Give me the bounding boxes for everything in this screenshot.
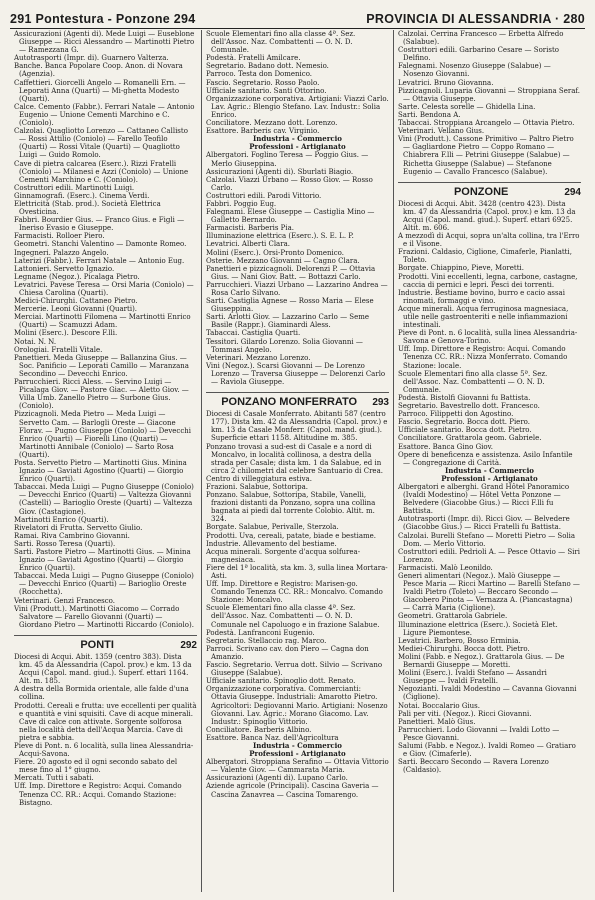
- entry: Banche. Banca Popolare Coop. Anon. di Novara (Agenzia).: [14, 62, 183, 79]
- town-title: PONTI: [80, 638, 114, 651]
- entry: Borgate. Chiappino, Pieve, Moretti.: [398, 264, 525, 273]
- entry: Panettieri. Malò Gius.: [398, 717, 476, 726]
- town-heading: [398, 182, 581, 199]
- entry: Parroco. Filippetti don Agostino.: [398, 410, 514, 419]
- entry: Scuole Elementari fino alla classe 5ª. Sez. dell'Assoc. Naz. Combattenti — O. N. D. Comunale.: [398, 369, 548, 394]
- running-header: [10, 8, 585, 29]
- entry: Albergatori. Stroppiana Serafino — Ottavia Vittorio — Valente Giov. — Cammarata Maria.: [206, 758, 389, 775]
- entry: Segretario. Bavestrello dott. Francesco.: [398, 402, 540, 411]
- entry: Ponzano. Salabue, Sottoripa, Stabile, Vanelli, frazioni distanti da Ponzano, sopra una collina bagnata ai piedi dal torrente Colobio. Altit. m. 324.: [206, 491, 376, 524]
- entry: Calzolai. Cerrina Francesco — Erbetta Alfredo (Salabue).: [398, 30, 564, 47]
- column-1: [10, 30, 201, 892]
- entry: Uff. Imp. Direttore e Registro: Marisen-go. Comando Tenenza CC. RR.: Moncalvo. Comando Stazione: Moncalvo.: [206, 580, 383, 605]
- entry: Esattore. Banca Gino Giov.: [398, 442, 493, 451]
- entry: Salumi (Fabb. e Negoz.). Ivaldi Romeo — Gratiaro e Giov. (Cimaferle).: [398, 741, 576, 759]
- entry: Diocesi di Casale Monferrato. Abitanti 587 (centro 177). Dista km. 42 da Alessandria (Capol. prov.) e km. 13 da Casale Monferr. (Capol. mand. giud.). Superficie ettari 1158. Altitudine m. 385.: [206, 410, 388, 443]
- column-3: [393, 30, 585, 892]
- entry: Podestà. Fratelli Amilcare.: [206, 54, 301, 63]
- entry: Scuole Elementari fino alla classe 4ª. Sez. dell'Assoc. Naz. Combattenti — O. N. D. Comunale.: [206, 30, 356, 55]
- section-subheading: Industria - Commercio Professioni - Artigianato: [249, 740, 346, 759]
- entry: Parrucchieri. Lodo Giovanni — Ivaldi Lotto — Pesce Giovanni.: [398, 725, 560, 742]
- entry: Parroci. Scrivano cav. don Piero — Cagna don Amanzio.: [206, 644, 369, 661]
- header-left: 291 Pontestura - Ponzone 294: [10, 12, 196, 26]
- entry: Osterie. Mezzano Giovanni — Cagno Clara.: [206, 256, 360, 265]
- entry: Medici-Chirurghi. Cattaneo Pietro.: [14, 297, 138, 306]
- entry: Sarte. Celesta sorelle — Ghidella Lina.: [398, 102, 536, 111]
- entry: Mercati. Tutti i sabati.: [14, 774, 94, 783]
- entry: Assicurazioni (Agenti di). Lupano Carlo.: [206, 774, 348, 783]
- entry: Cave di pietra calcarea (Eserc.). Rizzi Fratelli (Coniolo) — Milanesi e Azzi (Coniolo) — Unione Cementi Marchino e C. (Coniolo).: [14, 159, 189, 184]
- town-title: PONZANO MONFERRATO: [221, 396, 358, 409]
- section-subheading: Industria - Commercio Professioni - Artigianato: [441, 465, 538, 483]
- entry: A destra della Bormida orientale, alle falde d'una collina.: [14, 685, 189, 702]
- column-2: [201, 30, 393, 892]
- entry: Farmacisti. Barberis Pia.: [206, 224, 295, 233]
- entry: Veterinari. Genzi Francesco.: [14, 596, 115, 605]
- entry: Fascio. Segretario. Bocca dott. Piero.: [398, 418, 530, 427]
- entry: Costruttori edili. Garbarino Cesare — Soristo Delfino.: [398, 46, 559, 63]
- entry: Prodotti. Uva, cereali, patate, biade e bestiame.: [206, 531, 377, 540]
- entry: Esattore. Banca Naz. dell'Agricoltura: [206, 733, 339, 742]
- entry: Autotrasporti (Impr. di). Ricci Giov. — Belvedere (Giacobbe Gius.) — Ricci Fratelli fu Battista.: [398, 515, 570, 532]
- entry: Tabaccai. Meda Luigi — Pugno Giuseppe (Coniolo) — Devecchi Enrico (Quarti) — Valtezza Giovanni (Castelli) — Barioglio Oreste (Quarti) — Valtezza Giov. (Castagione).: [14, 483, 194, 516]
- entry: Pizzicagnoli. Luparia Giovanni — Stroppiana Seraf. — Ottavia Giuseppe.: [398, 86, 580, 103]
- entry: Uff. Imp. Direttore e Registro: Acqui. Comando Tenenza CC. RR.: Acqui. Comando Stazione: Bistagno.: [14, 782, 182, 807]
- entry: Martinotti Enrico (Quarti).: [14, 515, 109, 524]
- entry: Pieve di Pont. n. 6 località, sulla linea Alessandria-Savona e Genova-Torino.: [398, 329, 578, 346]
- entry: Uff. Imp. Direttore e Registro: Acqui. Comando Tenenza CC. RR.: Nizza Monferrato. Comando Stazione: locale.: [398, 345, 568, 370]
- entry: Geometri. Grattarola Gabriele.: [398, 612, 508, 621]
- entry: Podestà. Bistolfi Giovanni fu Battista.: [398, 393, 531, 402]
- entry: Segretario. Stellaccio rag. Marco.: [206, 636, 327, 645]
- entry: Parroco. Testa don Domenico.: [206, 70, 313, 79]
- entry: Lattonieri. Servetto Ignazio.: [14, 264, 115, 273]
- entry: Ponzano trovasi a sud-est di Casale e a nord di Moncalvo, in località collinosa, a destra della strada per Casale; dista km. 1 da Salabue, ed in circa 2 chilometri dal celebre Santuario di Crea.: [206, 442, 383, 475]
- entry: Conciliatore. Barberis Albino.: [206, 725, 312, 734]
- entry: Frazioni. Caldasio, Ciglione, Cimaferle, Pianlatti, Toleto.: [398, 248, 572, 265]
- entry: Elettricità (Stab. prod.). Società Elettrica Ovesticina.: [14, 199, 161, 217]
- entry: Frazioni. Salabue, Sottoripa.: [206, 482, 308, 491]
- entry: Tabaccai. Stroppiana Arcangelo — Ottavia Pietro.: [398, 119, 575, 128]
- entry: Tabaccai. Castiglia Quarti.: [206, 329, 301, 338]
- entry: Sarti. Bendona A.: [398, 110, 461, 119]
- entry: Farmacisti. Malò Leonildo.: [398, 563, 493, 572]
- town-number: 292: [180, 639, 197, 651]
- entry: Calzolai. Quagliotto Lorenzo — Cattaneo Callisto — Rossi Attilio (Coniolo) — Farello Teofilo (Quarti) — Rossi Vitale (Quarti) — Quagliotto Luigi — Guido Romolo.: [14, 127, 188, 160]
- entry: Levatrici. Pavese Teresa — Orsi Maria (Coniolo) — Chiesa Carolina (Quarti).: [14, 280, 194, 297]
- entry: Veterinari. Vellano Gius.: [398, 127, 485, 136]
- entry: Merciai. Martinotti Filomena — Martinotti Enrico (Quarti) — Scamuzzi Adam.: [14, 313, 191, 330]
- entry: Tessitori. Gilardo Lorenzo. Solia Giovanni — Tommasi Angelo.: [206, 337, 363, 354]
- entry: Veterinari. Mezzano Lorenzo.: [206, 353, 311, 362]
- entry: Diocesi di Acqui. Abit. 1359 (centro 383). Dista km. 45 da Alessandria (Capol. prov.) e km. 13 da Acqui (Capol. mand. giud.). Superf. ettari 1164. Alt. m. 185.: [14, 652, 192, 686]
- entry: Orologiai. Fratelli Vitale.: [14, 345, 103, 354]
- entry: Sarti. Pastore Pietro — Martinotti Gius. — Minina Ignazio — Gaviati Agostino (Quarti) — Giorgio Enrico (Quarti).: [14, 548, 191, 573]
- entry: Prodotti. Vini eccellenti, legna, carbone, castagne, caccia di pernici e lepri. Pesci dei torrenti.: [398, 272, 578, 289]
- entry: Esattore. Barberis cav. Virginio.: [206, 127, 320, 136]
- entry: Industrie. Bestiame bovino, burro e cacio assai rinomati, formaggi e vino.: [398, 288, 565, 305]
- entry: Conciliatore. Grattarola geom. Gabriele.: [398, 434, 542, 443]
- entry: Panettieri e pizzicagnoli. Delorenzi P. — Ottavia Gius. — Nani Giov. Batt. — Bottazzi Carlo.: [206, 264, 376, 281]
- entry: Molini (Eserc.). Orsi-Pronto Domenico.: [206, 248, 344, 257]
- entry: Levatrici. Alberti Clara.: [206, 240, 290, 249]
- entry: Levatrici. Bruno Giovanna.: [398, 78, 494, 87]
- entry: Rivelatori di Frutta. Servetto Giulio.: [14, 523, 143, 532]
- entry: Posta. Servetto Pietro — Martinotti Gius. Minina Ignazio — Gaviati Agostino (Quarti) — Giorgio Enrico (Quarti).: [14, 458, 187, 484]
- town-number: 294: [564, 186, 581, 198]
- entry: Opere di beneficenza e assistenza. Asilo Infantile — Congregazione di Carità.: [398, 450, 573, 467]
- entry: Pieve di Pont. n. 6 località, sulla linea Alessandria-Acqui-Savona.: [14, 741, 194, 759]
- entry: Parrucchieri. Ricci Aless. — Servino Luigi — Picalaga Giov. — Pastore Giac. — Aletto Giov. — Villa Umb. Zanello Pietro — Surbone Gius. (Coniolo).: [14, 378, 189, 411]
- entry: Notai. N. N.: [14, 337, 57, 346]
- town-title: PONZONE: [453, 185, 509, 198]
- entry: Ufficiale sanitario. Santi Ottorino.: [206, 86, 327, 95]
- entry: Albergatori e alberghi. Grand Hôtel Panoramico (Ivaldi Modestino) — Hôtel Vetta Ponzone — Belvedere (Giacobbe Gius.) — Ricci F.lli fu Battista.: [398, 482, 570, 516]
- entry: Sarti. Beccaro Secondo — Ravera Lorenzo (Caldasio).: [398, 758, 549, 775]
- entry: Organizzazione corporativa. Commercianti: Ottavia Giuseppe. Industriali: Amarotto Pietro. Agricoltori: Degiovanni Mario. Artigiani: Nosenzo Giovanni. Lav. Agric.: Morano Giacomo. Lav. Industr.: Spinoglio Vittorio.: [206, 685, 388, 726]
- entry: Mediei-Chirurghi. Bocca dott. Pietro.: [398, 644, 530, 653]
- entry: Acqua minerali. Sorgente d'acqua solfurea-magnesiaca.: [206, 547, 361, 564]
- entry: A mezzodì di Acqui, sopra un'alta collina, tra l'Erro e il Visone.: [398, 232, 580, 249]
- town-number: 293: [372, 397, 389, 409]
- entry: Sarti. Arlotti Giov. — Lazzarino Carlo — Seme Basile (Rappr.). Giaminardi Aless.: [206, 313, 370, 330]
- entry: Albergatori. Foglino Teresa — Poggio Gius. — Merlo Giuseppina.: [206, 151, 369, 168]
- entry: Costruttori edili. Parodi Vittorio.: [206, 191, 322, 200]
- entry: Conciliatore. Mezzano dott. Lorenzo.: [206, 119, 338, 128]
- entry: Notai. Boccalario Gius.: [398, 701, 480, 710]
- entry: Mercerie. Leoni Giovanni (Quarti).: [14, 305, 138, 314]
- entry: Industrie. Allevamento del bestiame.: [206, 539, 337, 548]
- entry: Negozianti. Ivaldi Modestino — Cavanna Giovanni (Ciglione).: [398, 685, 577, 702]
- entry: Levatrici. Barbero, Bosso Erminia.: [398, 636, 521, 645]
- entry: Ufficiale sanitario. Spinoglio dott. Renato.: [206, 677, 356, 686]
- entry: Pali per viti. (Negoz.). Ricci Giovanni.: [398, 709, 532, 718]
- entry: Ufficiale sanitario. Bocca dott. Pietro.: [398, 426, 532, 435]
- entry: Laterizi (Fabbr.). Ferrari Natale — Antonio Eug.: [14, 256, 185, 265]
- entry: Calzolai. Burelli Stefano — Moretti Pietro — Solia Dom. — Merlo Vittorio.: [398, 531, 576, 548]
- entry: Molini (Fabb. e Negoz.). Grattarola Gius. — De Bernardi Giuseppe — Moretti.: [398, 652, 565, 670]
- entry: Fiere del 1ª località, sta km. 3, sulla linea Mortara-Asti.: [206, 563, 388, 580]
- columns: [10, 30, 585, 892]
- entry: Falegnami. Elese Giuseppe — Castiglia Mino — Galletto Bernardo.: [206, 208, 375, 225]
- entry: Fiere. 20 agosto ed il ogni secondo sabato del mese fino al 1° giugno.: [14, 758, 178, 775]
- entry: Fabbri. Poggio Eug.: [206, 199, 277, 208]
- entry: Legname (Negoz.). Picalaga Pietro.: [14, 272, 140, 281]
- entry: Centro di villeggiatura estiva.: [206, 474, 312, 483]
- entry: Diocesi di Acqui. Abit. 3428 (centro 423). Dista km. 47 da Alessandria (Capol. prov.) e km. 13 da Acqui (Capol. mand. giud.). Superf. ettari 6925. Altit. m. 606.: [398, 199, 576, 232]
- entry: Fascio. Segretario. Rosso Paolo.: [206, 78, 320, 87]
- entry: Scuole Elementari fino alla classe 4ª. Sez. dell'Assoc. Naz. Combattenti — O. N. D. Comunale nel Capoluogo e in frazione Salabue.: [206, 604, 380, 629]
- section-subheading: Industria - Commercio Professioni - Artigianato: [249, 134, 346, 152]
- entry: Prodotti. Cereali e frutta: uve eccellenti per qualità e quantità e vini squisiti. Cave di acque minerali. Cave di calce con attivate. Sorgente solforosa nella località detta dell'Acqua Marcia. Cave di pietra e sabbia.: [14, 701, 197, 742]
- entry: Costruttori edili. Martinotti Luigi.: [14, 183, 135, 192]
- entry: Assicurazioni (Agenti di). Mede Luigi — Euseblone Giuseppe — Ricci Alessandro — Martinotti Pietro — Ramezzana G.: [14, 30, 195, 55]
- entry: Parrucchieri. Viazzi Urbano — Lazzarino Andrea — Rosa Carlo Silvano.: [206, 280, 388, 297]
- entry: Vini (Produtt.). Cassone Primitivo — Paltro Pietro — Gagliardone Pietro — Coppo Romano — Chiabrera F.lli — Petrini Giuseppe (Salabue) — Richetta Giuseppe (Salabue) — Stefanone Eugenio — Cavallo Francesco (Salabue).: [398, 135, 574, 176]
- header-right: PROVINCIA DI ALESSANDRIA · 280: [366, 12, 585, 26]
- entry: Tabaccai. Meda Luigi — Pugno Giuseppe (Coniolo) — Devecchi Enrico (Quarti) — Barioglio Oreste (Rocchetta).: [14, 572, 194, 597]
- entry: Fabbri. Bourdier Gius. — Franco Gius. e Figli — Ineriso Evasio e Giuseppe.: [14, 216, 185, 233]
- entry: Falegnami. Nosenzo Giuseppe (Salabue) — Nosenzo Giovanni.: [398, 62, 551, 79]
- entry: Caffettieri. Giorcelli Angelo — Romanelli Ern. — Leporati Anna (Quarti) — Mi-ghetta Modesto (Quarti).: [14, 78, 186, 103]
- entry: Sarti. Castiglia Agnese — Rosso Maria — Elese Giuseppina.: [206, 297, 374, 314]
- entry: Acque minerali. Acqua ferruginosa magnesiaca, utile nelle gastroenteriti e nelle infiammazioni intestinali.: [398, 304, 569, 330]
- entry: Molini (Eserc.). Ivaldi Stefano — Assandri Giuseppe — Ivaldi Fratelli.: [398, 669, 547, 686]
- entry: Calzolai. Viazzi Urbano — Rosso Giov. — Rosso Carlo.: [206, 175, 373, 192]
- entry: Vini (Produtt.). Martinotti Giacomo — Corrado Salvatore — Farello Giovanni (Quarti) — Giordano Pietro — Martinotti Riccardo (Coniolo).: [14, 604, 194, 629]
- entry: Illuminazione elettrica (Eserc.). S. E. L. P.: [206, 232, 354, 241]
- town-heading: [14, 635, 197, 652]
- town-heading: [206, 392, 389, 409]
- entry: Ginnamografi. (Eserc.). Cinema Verdi.: [14, 191, 150, 200]
- entry: Fascio. Segretario. Verrua dott. Silvio — Scrivano Giuseppe (Salabue).: [206, 661, 383, 678]
- entry: Ramai. Riva Cambrino Giovanni.: [14, 531, 130, 540]
- entry: Assicurazioni (Agenti di). Sburlati Biagio.: [206, 167, 354, 176]
- entry: Segretario. Badano dott. Nemesio.: [206, 62, 329, 71]
- entry: Aziende agricole (Principali). Cascina Gaveria — Cascina Zanavrea — Cascina Tomarengo.: [206, 782, 379, 799]
- entry: Illuminazione elettrica (Eserc.). Società Elet. Ligure Piemontese.: [398, 620, 558, 637]
- entry: Geometri. Stanchi Valentino — Damonte Romeo.: [14, 240, 187, 249]
- entry: Panettieri. Meda Giuseppe — Ballanzina Gius. — Soc. Panificio — Leporati Camillo — Maranzana Secondino — Devecchi Enrico.: [14, 353, 189, 378]
- entry: Podestà. Lanfranconi Eugenio.: [206, 628, 315, 637]
- entry: Pizzicagnoli. Meda Pietro — Meda Luigi — Servetto Cam. — Barlogli Oreste — Giacone Florav. — Pugno Giuseppe (Coniolo) — Devecchi Enrico (Quarti) — Fiorelli Lino (Quarti) — Martinotti Annibale (Coniolo) — Sarto Rosa (Quarti).: [14, 410, 192, 459]
- entry: Molini (Eserc.). Descore F.lli.: [14, 329, 118, 338]
- entry: Farmacisti. Rolloer Piero.: [14, 232, 105, 241]
- entry: Sarti. Rosso Teresa (Quarti).: [14, 539, 116, 548]
- entry: Calce. Cemento (Fabbr.). Ferrari Natale — Antonio Eugenio — Unione Cementi Marchino e C. (Coniolo).: [14, 102, 195, 128]
- entry: Autotrasporti (Impr. di). Guarnero Valterza.: [14, 54, 169, 63]
- entry: Organizzazione corporativa. Artigiani: Viazzi Carlo. Lav. Agric.: Blengio Stefano. Lav. Industr.: Solia Enrico.: [206, 94, 389, 119]
- entry: Vini (Negoz.). Scarsi Giovanni — De Lorenzo Lorenzo — Traversa Giuseppe — Delorenzi Carlo — Raviola Giuseppe.: [206, 361, 386, 387]
- entry: Costruttori edili. Pedrioli A. — Pesce Ottavio — Siri Lorenzo.: [398, 547, 580, 564]
- entry: Borgate. Salabue, Perivalle, Sterzola.: [206, 523, 339, 532]
- entry: Generi alimentari (Negoz.). Malò Giuseppe — Pesce Maria — Ricci Martino — Barelli Stefano — Ivaldi Pietro (Toleto) — Beccaro Secondo — Giacobero Pinota — Vernazza A. (Piancastagna) — Carrà Maria (Ciglione).: [398, 572, 580, 613]
- entry: Ingegneri. Palazzo Angelo.: [14, 248, 109, 257]
